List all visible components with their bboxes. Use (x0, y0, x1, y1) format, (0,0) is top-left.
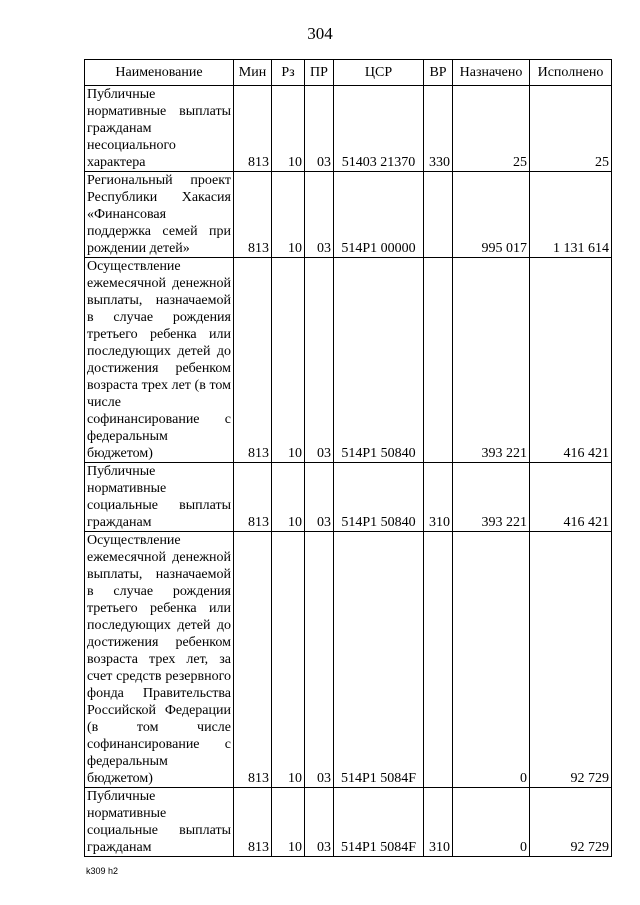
page-number: 304 (307, 24, 333, 43)
row-min: 813 (234, 532, 272, 788)
budget-table (84, 59, 612, 857)
row-min: 813 (234, 463, 272, 532)
table-row (85, 532, 612, 788)
row-assigned: 0 (453, 532, 530, 788)
row-vr (424, 532, 453, 788)
row-assigned: 995 017 (453, 172, 530, 258)
row-name: Осуществление ежемесячной денежной выплаты, назначаемой в случае рождения третьего ребенка или последующих детей до достижения ребенком возраста трех лет (в том числе софинансирование с федеральным бюджетом) (85, 258, 234, 463)
row-csr: 514P1 5084F (334, 532, 424, 788)
row-vr: 310 (424, 463, 453, 532)
row-csr: 514P1 5084F (334, 788, 424, 857)
row-executed: 25 (530, 86, 612, 172)
row-pr: 03 (305, 86, 334, 172)
footer-code: k309 h2 (86, 866, 119, 876)
row-pr: 03 (305, 172, 334, 258)
row-rz: 10 (272, 172, 305, 258)
row-vr (424, 172, 453, 258)
row-rz: 10 (272, 86, 305, 172)
row-csr: 514P1 50840 (334, 258, 424, 463)
row-pr: 03 (305, 463, 334, 532)
row-executed: 92 729 (530, 788, 612, 857)
row-assigned: 25 (453, 86, 530, 172)
row-vr: 310 (424, 788, 453, 857)
row-csr: 514P1 50840 (334, 463, 424, 532)
table-row (85, 788, 612, 857)
row-name: Региональный проект Республики Хакасия «Финансовая поддержка семей при рождении детей» (85, 172, 234, 258)
table-row (85, 258, 612, 463)
row-min: 813 (234, 258, 272, 463)
row-min: 813 (234, 172, 272, 258)
row-executed: 416 421 (530, 463, 612, 532)
row-executed: 416 421 (530, 258, 612, 463)
column-header-rz: Рз (272, 60, 305, 86)
row-min: 813 (234, 788, 272, 857)
row-min: 813 (234, 86, 272, 172)
row-csr: 51403 21370 (334, 86, 424, 172)
row-assigned: 393 221 (453, 463, 530, 532)
table-row (85, 172, 612, 258)
row-name: Публичные нормативные социальные выплаты гражданам (85, 463, 234, 532)
row-pr: 03 (305, 788, 334, 857)
column-header-pr: ПР (305, 60, 334, 86)
row-executed: 1 131 614 (530, 172, 612, 258)
row-rz: 10 (272, 788, 305, 857)
row-name: Публичные нормативные социальные выплаты гражданам (85, 788, 234, 857)
row-vr: 330 (424, 86, 453, 172)
row-pr: 03 (305, 532, 334, 788)
table-row (85, 86, 612, 172)
row-rz: 10 (272, 532, 305, 788)
row-executed: 92 729 (530, 532, 612, 788)
table-header-row (85, 60, 612, 86)
column-header-executed: Исполнено (530, 60, 612, 86)
row-vr (424, 258, 453, 463)
column-header-vr: ВР (424, 60, 453, 86)
row-assigned: 393 221 (453, 258, 530, 463)
column-header-min: Мин (234, 60, 272, 86)
row-name: Осуществление ежемесячной денежной выплаты, назначаемой в случае рождения третьего ребенка или последующих детей до достижения ребенком возраста трех лет, за счет средств резервного фонда Правительства Российской Федерации (в том числе софинансирование с федеральным бюджетом) (85, 532, 234, 788)
column-header-assigned: Назначено (453, 60, 530, 86)
row-rz: 10 (272, 258, 305, 463)
row-assigned: 0 (453, 788, 530, 857)
column-header-name: Наименование (85, 60, 234, 86)
column-header-csr: ЦСР (334, 60, 424, 86)
row-rz: 10 (272, 463, 305, 532)
table-row (85, 463, 612, 532)
row-name: Публичные нормативные выплаты гражданам несоциального характера (85, 86, 234, 172)
row-pr: 03 (305, 258, 334, 463)
row-csr: 514P1 00000 (334, 172, 424, 258)
